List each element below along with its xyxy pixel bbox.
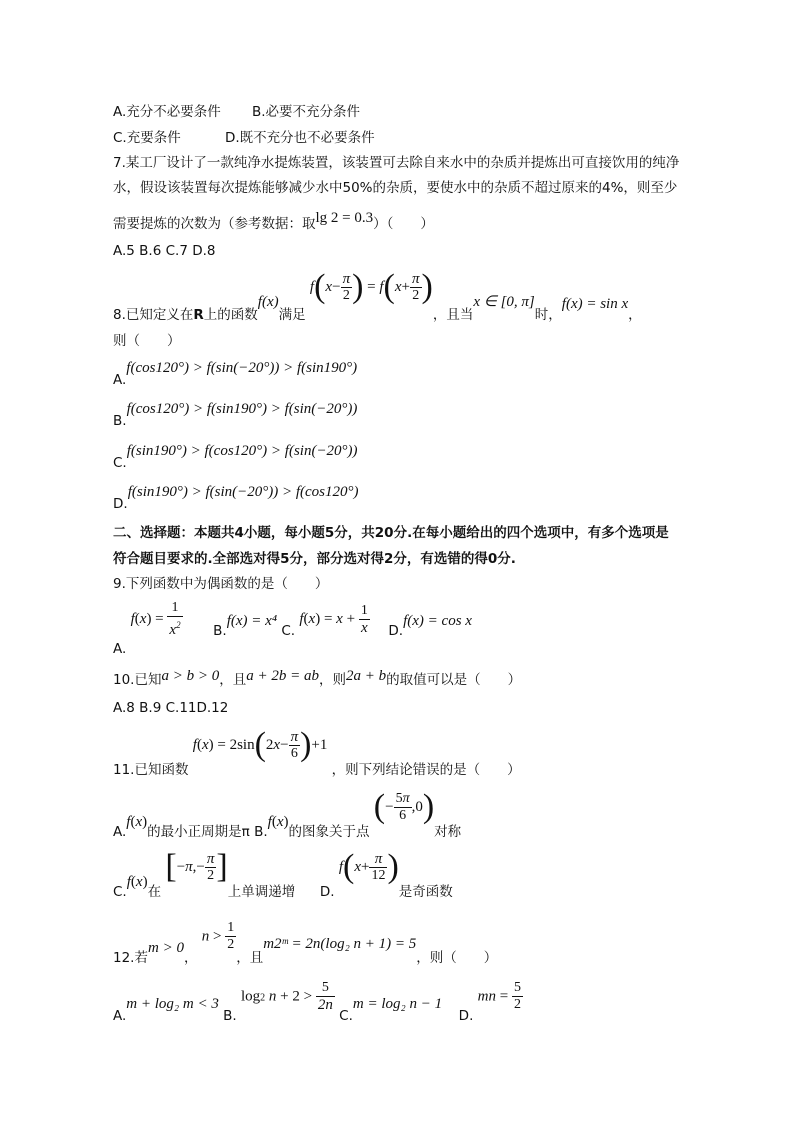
section2-heading-line2: 符合题目要求的.全部选对得5分，部分选对得2分，有选错的得0分. <box>113 551 516 567</box>
q8-fx-sin: f(x) = sin x <box>561 296 629 312</box>
q11-stem: 11.已知函数 f(x) = 2sin(2x− $\frac{\pi}{6}$ )+1 ，则下列结论错误的是（ ） <box>113 726 521 778</box>
q11-options-ab: A.f(x)的最小正周期是π B.f(x)的图象关于点 (− $\frac{5\pi}{6}$ ,0)对称 <box>113 788 462 840</box>
q10-options: A.8 B.9 C.11D.12 <box>113 700 229 716</box>
q8-option-a: A.f(cos120°) > f(sin(−20°)) > f(sin190°) <box>113 360 358 388</box>
q7-stem-line1: 7.某工厂设计了一款纯净水提炼装置，该装置可去除自来水中的杂质并提炼出可直接饮用的纯净 <box>113 155 680 171</box>
q7-options: A.5 B.6 C.7 D.8 <box>113 243 216 259</box>
q11-options-cd: C.f(x)在 [−π,− $\frac{\pi}{2}$ ]上单调递增 D. f(x+ $\frac{\pi}{12}$ )是奇函数 <box>113 848 453 900</box>
q11-option-d-formula: f(x+ $\frac{\pi}{12}$ ) <box>338 848 399 885</box>
q12-options: A.m + log₂ m < 3 B. log2 n + 2 > $\frac{5}{2n}$ C.m = log₂ n − 1 D. mn = $\frac{5}{2}$ <box>113 980 521 1024</box>
q8-stem: 8.已知定义在R上的函数f(x)满足 f(x− $\frac{\pi}{2}$ ) = f(x+ $\frac{\pi}{2}$ )，且当x ∈ [0, π]时，f(x) = sin x， <box>113 268 642 323</box>
q9-stem: 9.下列函数中为偶函数的是（ ） <box>113 576 329 592</box>
q12-option-b-formula: log2 n + 2 > $\frac{5}{2n}$ <box>241 980 333 1013</box>
q6-option-b: B.必要不充分条件 <box>252 104 361 120</box>
q8-option-c: C.f(sin190°) > f(cos120°) > f(sin(−20°)) <box>113 443 358 471</box>
section2-heading-line1: 二、选择题：本题共4小题，每小题5分，共20分.在每小题给出的四个选项中，有多个选项是 <box>113 525 669 541</box>
q9-option-a-formula: f(x) = $\frac{1}{x^2}$ <box>130 600 181 638</box>
q12-option-c-formula: m = log₂ n − 1 <box>352 996 443 1012</box>
q8-option-b: B.f(cos120°) > f(sin190°) > f(sin(−20°)) <box>113 401 358 429</box>
q6-option-a: A.充分不必要条件 <box>113 104 221 120</box>
q8-then: 则（ ） <box>113 333 181 349</box>
q8-option-d: D.f(sin190°) > f(sin(−20°)) > f(cos120°) <box>113 484 359 512</box>
q12-option-d-formula: mn = $\frac{5}{2}$ <box>477 980 521 1012</box>
q11-function: f(x) = 2sin(2x− $\frac{\pi}{6}$ )+1 <box>192 726 328 763</box>
q8-fx: f(x) <box>257 294 279 310</box>
q9-option-c-formula: f(x) = x + $\frac{1}{x}$ <box>299 602 368 636</box>
q7-lg-formula: lg 2 = 0.3 <box>315 210 374 226</box>
q9-options: A. f(x) = $\frac{1}{x^2}$ B.f(x) = x⁴ C. f(x) = x + $\frac{1}{x}$ D.f(x) = cos x <box>113 600 472 657</box>
q8-condition: f(x− $\frac{\pi}{2}$ ) = f(x+ $\frac{\pi}{2}$ ) <box>309 268 433 305</box>
q8-interval: x ∈ [0, π] <box>473 294 535 310</box>
q9-option-d-formula: f(x) = cos x <box>403 613 472 629</box>
q6-option-c: C.充要条件 <box>113 130 181 146</box>
q7-stem-line3: 需要提炼的次数为（参考数据：取lg 2 = 0.3）（ ） <box>113 210 434 232</box>
q6-option-d: D.既不充分也不必要条件 <box>225 130 375 146</box>
q12-stem: 12.若m > 0， n > $\frac{1}{2}$ ，且m2ᵐ = 2n(log₂ n + 1) = 5，则（ ） <box>113 920 498 966</box>
q11-point: (− $\frac{5\pi}{6}$ ,0) <box>373 788 435 825</box>
q10-stem: 10.已知a > b > 0，且a + 2b = ab，则2a + b的取值可以是（ ） <box>113 668 522 688</box>
q7-stem-line2: 水，假设该装置每次提炼能够减少水中50%的杂质，要使水中的杂质不超过原来的4%，则至少 <box>113 180 678 196</box>
q12-n-condition: n > $\frac{1}{2}$ <box>201 920 235 952</box>
q9-option-b-formula: f(x) = x⁴ <box>226 613 278 629</box>
q11-interval: [−π,− $\frac{\pi}{2}$ ] <box>165 848 228 885</box>
q12-option-a-formula: m + log₂ m < 3 <box>126 996 219 1012</box>
